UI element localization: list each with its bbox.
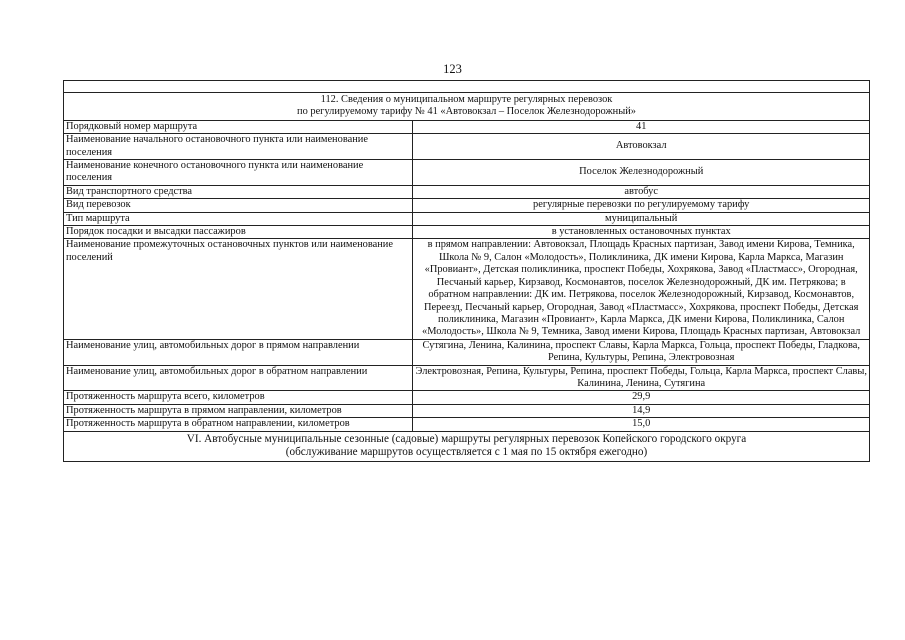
row-value-end-stop: Поселок Железнодорожный bbox=[413, 160, 870, 186]
row-value-route-number: 41 bbox=[413, 120, 870, 133]
route-heading bbox=[64, 93, 870, 121]
row-value-transport-kind: регулярные перевозки по регулируемому тарифу bbox=[413, 199, 870, 212]
route-info-table bbox=[63, 80, 870, 462]
row-value-length-total: 29,9 bbox=[413, 391, 870, 404]
table-row bbox=[64, 239, 870, 339]
row-label-length-total: Протяженность маршрута всего, километров bbox=[64, 391, 413, 404]
table-row bbox=[64, 185, 870, 198]
table-row bbox=[64, 339, 870, 365]
table-row bbox=[64, 418, 870, 431]
row-value-vehicle-type: автобус bbox=[413, 185, 870, 198]
row-label-start-stop: Наименование начального остановочного пункта или наименование поселения bbox=[64, 134, 413, 160]
table-row bbox=[64, 160, 870, 186]
table-row bbox=[64, 120, 870, 133]
row-label-boarding-order: Порядок посадки и высадки пассажиров bbox=[64, 226, 413, 239]
section-heading-line-1: VI. Автобусные муниципальные сезонные (садовые) маршруты регулярных перевозок Копейского городского округа bbox=[186, 432, 747, 445]
route-heading-line-1: 112. Сведения о муниципальном маршруте регулярных перевозок bbox=[320, 94, 613, 105]
table-row bbox=[64, 391, 870, 404]
row-label-streets-forward: Наименование улиц, автомобильных дорог в прямом направлении bbox=[64, 339, 413, 365]
row-value-intermediate-stops: в прямом направлении: Автовокзал, Площадь Красных партизан, Завод имени Кирова, Темника, Школа № 9, Салон «Молодость», Поликлиника, ДК имени Кирова, Карла Маркса, Магазин «Провиант», Детская поликлиника, проспект Победы, Хохрякова, Завод «Пластмасс», Огородная, Песчаный карьер, Кирзавод, Космонавтов, поселок Железнодорожный, ДК им. Петрякова; в обратном направлении: ДК им. Петрякова, поселок Железнодорожный, Кирзавод, Космонавтов, Переезд, Песчаный карьер, Огородная, Завод «Пластмасс», Хохрякова, проспект Победы, Детская поликлиника, Магазин «Провиант», Карла Маркса, ДК имени Кирова, Поликлиника, Салон «Молодость», Школа № 9, Темника, Завод имени Кирова, Площадь Красных партизан, Автовокзал bbox=[413, 239, 870, 339]
row-label-vehicle-type: Вид транспортного средства bbox=[64, 185, 413, 198]
section-heading-line-2: (обслуживание маршрутов осуществляется с 1 мая по 15 октября ежегодно) bbox=[285, 445, 648, 458]
table-blank-row bbox=[64, 81, 870, 93]
row-value-boarding-order: в установленных остановочных пунктах bbox=[413, 226, 870, 239]
table-row bbox=[64, 404, 870, 417]
row-value-length-forward: 14,9 bbox=[413, 404, 870, 417]
row-label-transport-kind: Вид перевозок bbox=[64, 199, 413, 212]
page-number: 123 bbox=[443, 62, 462, 76]
row-label-end-stop: Наименование конечного остановочного пункта или наименование поселения bbox=[64, 160, 413, 186]
table-section-row bbox=[64, 431, 870, 461]
row-value-start-stop: Автовокзал bbox=[413, 134, 870, 160]
row-label-route-number: Порядковый номер маршрута bbox=[64, 120, 413, 133]
table-heading-row bbox=[64, 93, 870, 121]
row-value-streets-backward: Электровозная, Репина, Культуры, Репина, проспект Победы, Гольца, Карла Маркса, проспект Славы, Калинина, Ленина, Сутягина bbox=[413, 365, 870, 391]
row-label-intermediate-stops: Наименование промежуточных остановочных пунктов или наименование поселений bbox=[64, 239, 413, 339]
row-label-length-backward: Протяженность маршрута в обратном направлении, километров bbox=[64, 418, 413, 431]
table-row bbox=[64, 134, 870, 160]
row-label-streets-backward: Наименование улиц, автомобильных дорог в обратном направлении bbox=[64, 365, 413, 391]
row-value-streets-forward: Сутягина, Ленина, Калинина, проспект Славы, Карла Маркса, Гольца, проспект Победы, Гладкова, Репина, Культуры, Репина, Электровозная bbox=[413, 339, 870, 365]
section-heading bbox=[64, 431, 870, 461]
table-row bbox=[64, 199, 870, 212]
row-label-length-forward: Протяженность маршрута в прямом направлении, километров bbox=[64, 404, 413, 417]
blank-cell bbox=[64, 81, 870, 93]
table-row bbox=[64, 212, 870, 225]
row-value-length-backward: 15,0 bbox=[413, 418, 870, 431]
row-label-route-type: Тип маршрута bbox=[64, 212, 413, 225]
table-row bbox=[64, 226, 870, 239]
row-value-route-type: муниципальный bbox=[413, 212, 870, 225]
route-heading-line-2: по регулируемому тарифу № 41 «Автовокзал – Поселок Железнодорожный» bbox=[297, 106, 636, 118]
table-row bbox=[64, 365, 870, 391]
